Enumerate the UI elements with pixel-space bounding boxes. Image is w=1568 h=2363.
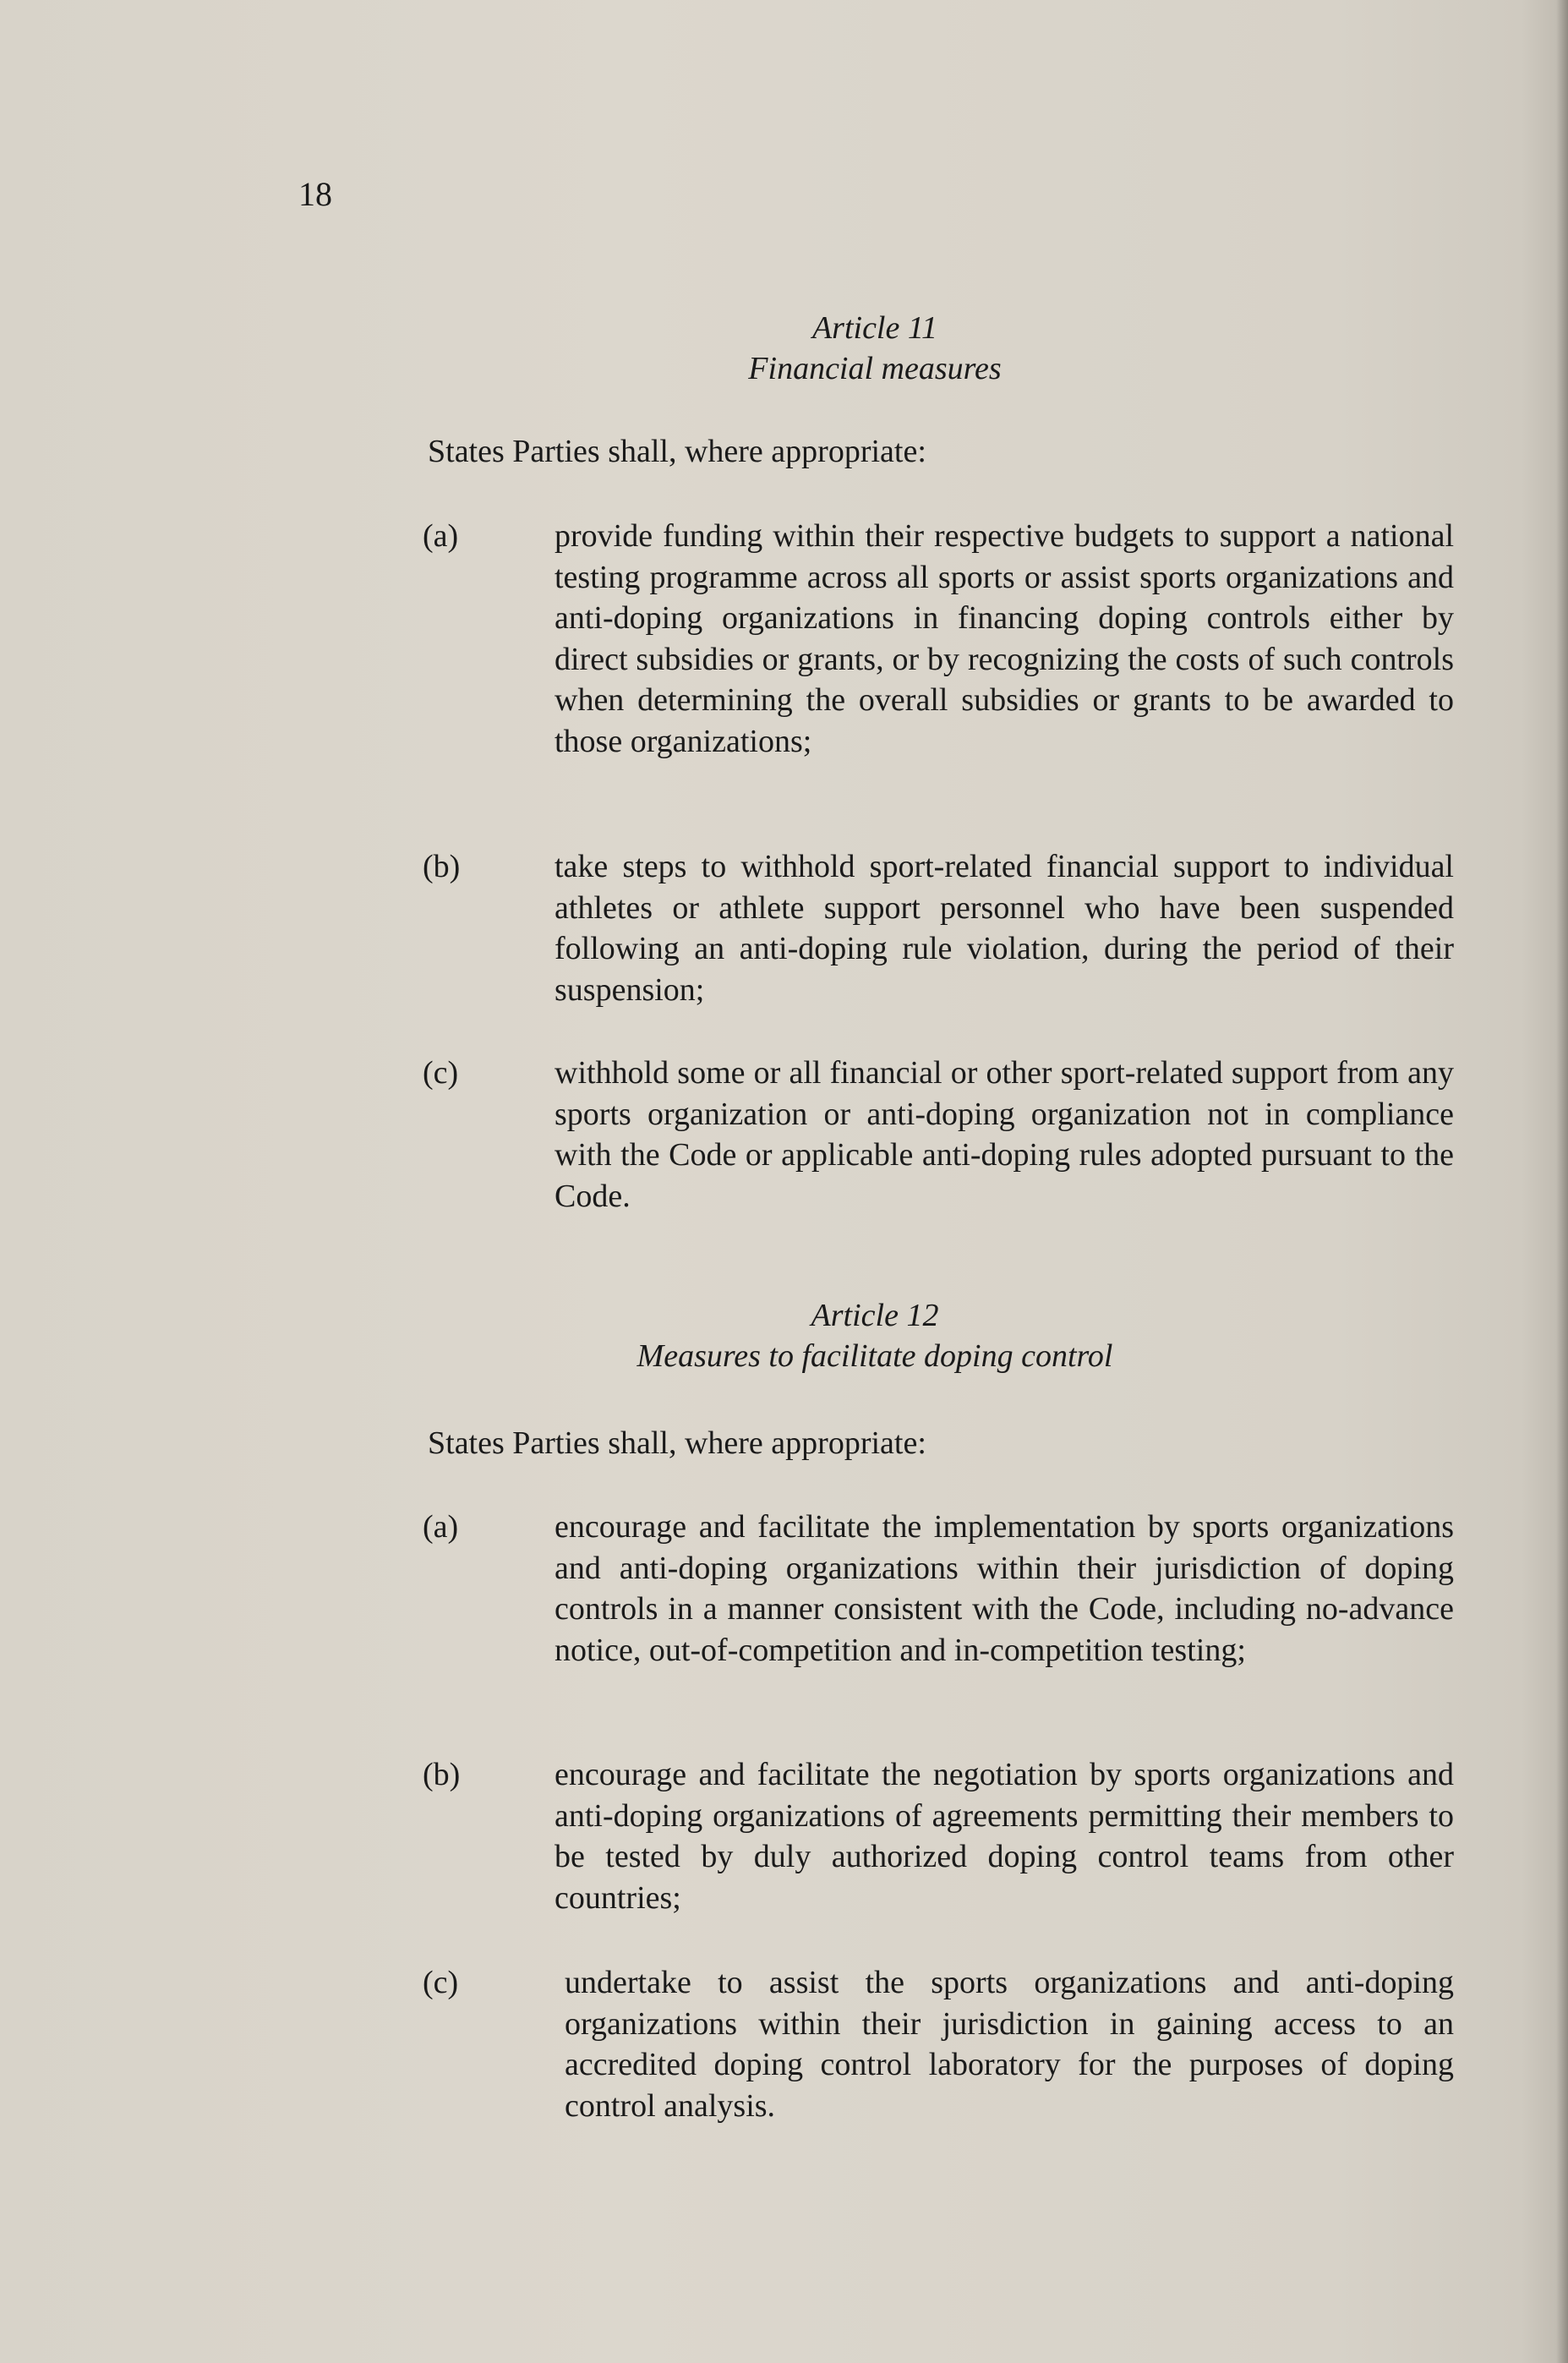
item-text: provide funding within their respective budgets to support a national testing programme across all sports or assist sports organizations and anti-doping organizations in financing doping controls either by direct subsidies or grants, or by recognizing the costs of such controls when determining the overall subsidies or grants to be awarded to those organizations; (555, 518, 1454, 759)
item-label: (c) (423, 1055, 459, 1091)
item-label: (c) (423, 1965, 459, 2000)
article-12-subtitle: Measures to facilitate doping control (636, 1338, 1113, 1374)
item-text: encourage and facilitate the negotiation by sports organizations and anti-doping organizations of agreements permitting their members to be tested by duly authorized doping control teams from other countries; (555, 1757, 1454, 1916)
article-12-item-b (423, 1754, 1454, 1918)
article-11-intro: States Parties shall, where appropriate: (428, 434, 926, 469)
article-11-subtitle: Financial measures (748, 351, 1002, 386)
item-text: undertake to assist the sports organizations and anti-doping organizations within their jurisdiction in gaining access to an accredited doping control laboratory for the purposes of doping control analysis. (565, 1965, 1454, 2124)
article-11-item-b (423, 846, 1454, 1010)
item-label: (a) (423, 518, 459, 554)
item-label: (b) (423, 849, 461, 884)
article-12-title: Article 12 (811, 1298, 939, 1333)
page-number: 18 (298, 175, 332, 213)
article-12-intro: States Parties shall, where appropriate: (428, 1425, 926, 1461)
item-label: (b) (423, 1757, 461, 1792)
article-11-item-c (423, 1053, 1454, 1217)
item-label: (a) (423, 1509, 459, 1545)
article-11-item-a (423, 516, 1454, 762)
item-text: take steps to withhold sport-related financial support to individual athletes or athlete support personnel who have been suspended following an anti-doping rule violation, during the period of their suspension; (555, 849, 1454, 1008)
item-text: withhold some or all financial or other sport-related support from any sports organization or anti-doping organization not in compliance with the Code or applicable anti-doping rules adopted pursuant to the Code. (555, 1055, 1454, 1214)
item-text: encourage and facilitate the implementation by sports organizations and anti-doping organizations within their jurisdiction of doping controls in a manner consistent with the Code, including no-advance notice, out-of-competition and in-competition testing; (555, 1509, 1454, 1668)
article-12-item-c (423, 1962, 1454, 2126)
article-11-title: Article 11 (811, 310, 938, 346)
article-12-item-a (423, 1507, 1454, 1671)
